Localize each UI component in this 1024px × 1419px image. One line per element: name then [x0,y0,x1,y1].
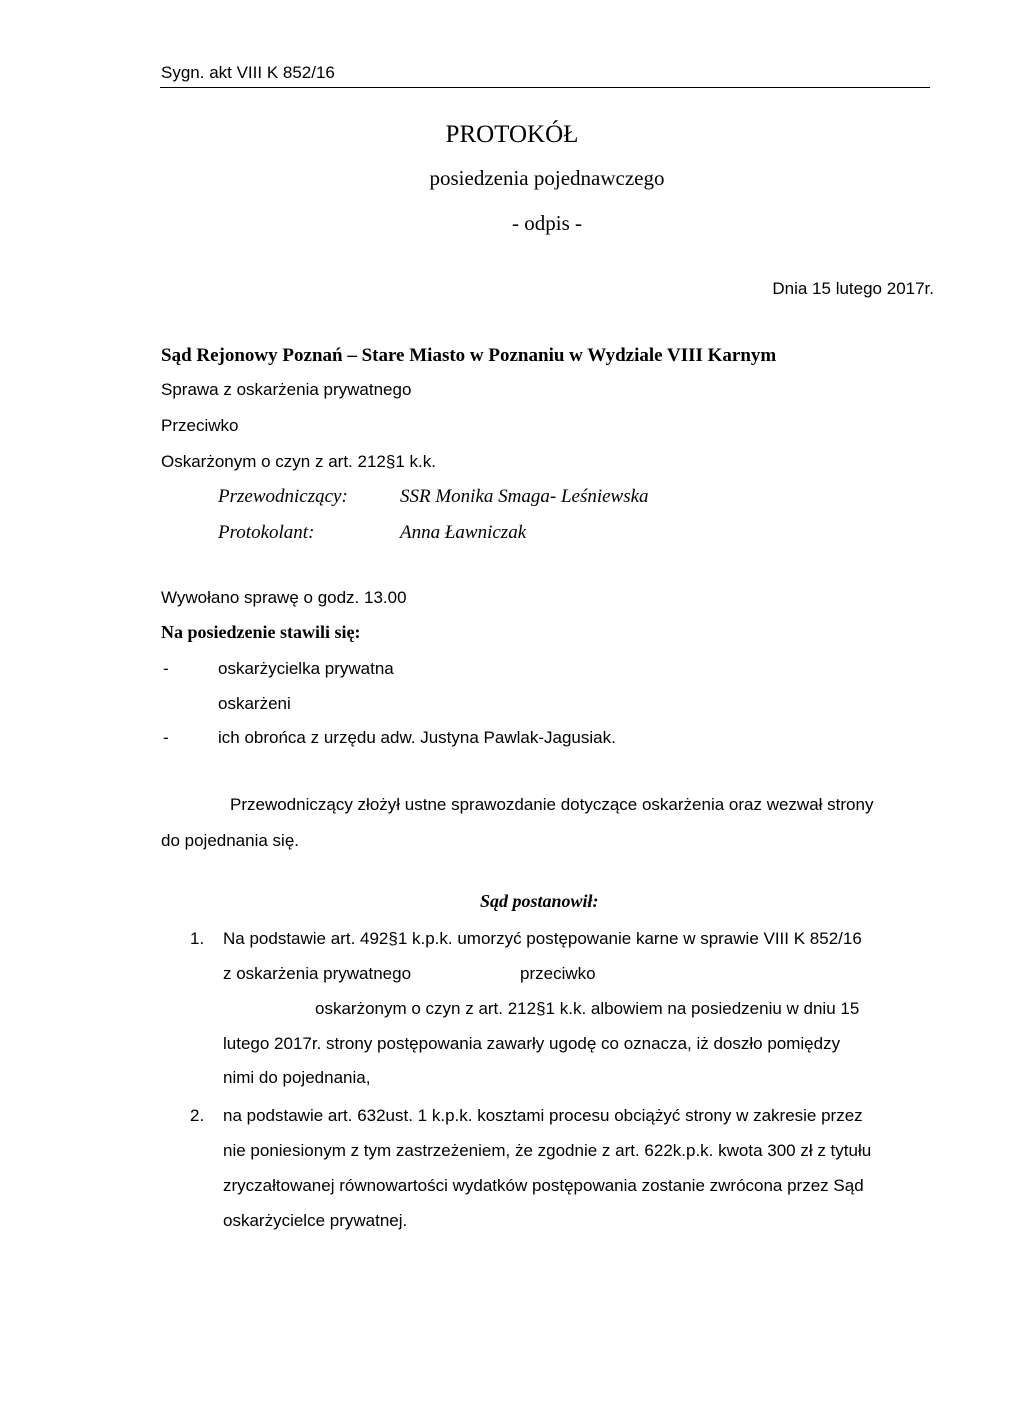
attendance-dash-2: - [163,728,169,747]
attendance-heading: Na posiedzenie stawili się: [161,622,361,642]
ruling-point-2-line-3: zryczałtowanej równowartości wydatków postępowania zostanie zwrócona przez Sąd [223,1176,864,1195]
attendee-defender: ich obrońca z urzędu adw. Justyna Pawlak-Jagusiak. [218,728,616,747]
document-date: Dnia 15 lutego 2017r. [772,279,934,298]
ruling-point-1-line-2b: przeciwko [520,964,596,983]
case-signature: Sygn. akt VIII K 852/16 [161,63,335,82]
report-line-1: Przewodniczący złożył ustne sprawozdanie dotyczące oskarżenia oraz wezwał strony [230,795,874,814]
document-title: PROTOKÓŁ [445,121,579,148]
chair-name: SSR Monika Smaga- Leśniewska [400,486,649,507]
ruling-point-1-line-4: lutego 2017r. strony postępowania zawarły ugodę co oznacza, iż doszło pomiędzy [223,1034,841,1053]
ruling-point-2-line-4: oskarżycielce prywatnej. [223,1211,408,1230]
ruling-point-1-line-5: nimi do pojednania, [223,1068,371,1087]
case-against: Przeciwko [161,416,239,435]
ruling-heading: Sąd postanowił: [480,891,599,911]
ruling-point-2-line-2: nie poniesionym z tym zastrzeżeniem, że zgodnie z art. 622k.p.k. kwota 300 zł z tytułu [223,1141,872,1160]
ruling-point-2-line-1: na podstawie art. 632ust. 1 k.p.k. kosztami procesu obciążyć strony w zakresie przez [223,1106,863,1125]
copy-label: - odpis - [512,211,582,235]
header-rule [160,87,930,88]
case-type: Sprawa z oskarżenia prywatnego [161,380,412,399]
attendee-accused: oskarżeni [218,694,291,713]
case-called-time: Wywołano sprawę o godz. 13.00 [161,588,407,607]
court-name: Sąd Rejonowy Poznań – Stare Miasto w Poznaniu w Wydziale VIII Karnym [161,345,777,366]
clerk-name: Anna Ławniczak [400,522,527,543]
ruling-point-2-number: 2. [190,1106,205,1125]
clerk-label: Protokolant: [218,522,315,543]
report-line-2: do pojednania się. [161,831,300,850]
attendance-dash-1: - [163,659,169,678]
ruling-point-1-line-1: Na podstawie art. 492§1 k.p.k. umorzyć postępowanie karne w sprawie VIII K 852/16 [223,929,862,948]
attendee-private-prosecutor: oskarżycielka prywatna [218,659,394,678]
chair-label: Przewodniczący: [218,486,348,507]
case-charge: Oskarżonym o czyn z art. 212§1 k.k. [161,452,436,471]
document-subtitle: posiedzenia pojednawczego [429,166,665,190]
ruling-point-1-number: 1. [190,929,205,948]
ruling-point-1-line-2a: z oskarżenia prywatnego [223,964,412,983]
ruling-point-1-line-3: oskarżonym o czyn z art. 212§1 k.k. albowiem na posiedzeniu w dniu 15 [315,999,860,1018]
